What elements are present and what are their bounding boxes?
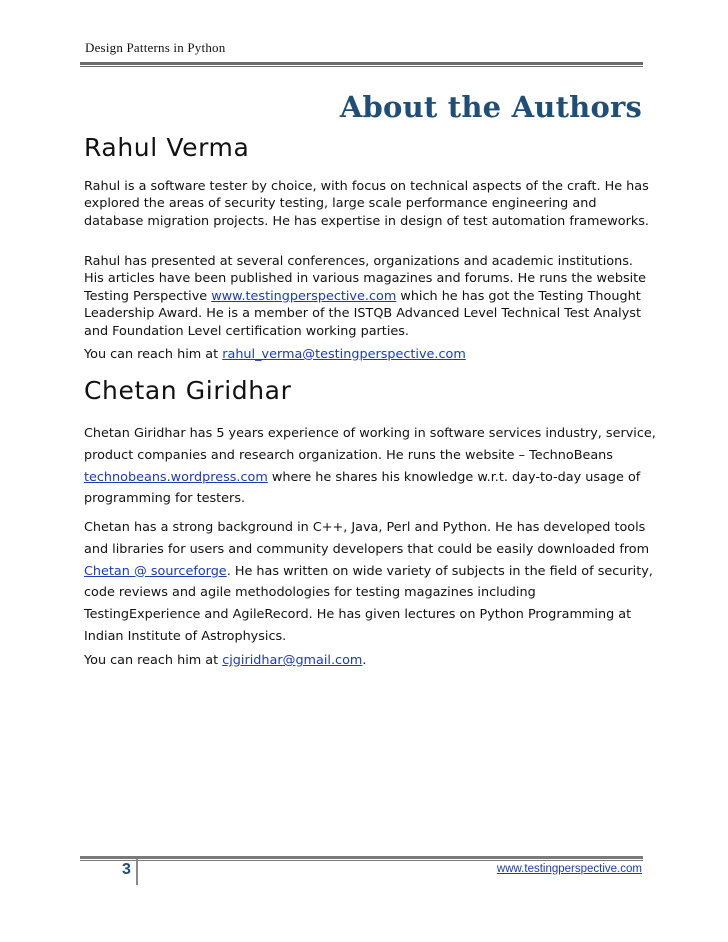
chetan-bio2-text-after-link: . He has written on wide variety of subjects in the field of security, code reviews and agile methodologies for testing magazines including TestingExperience and AgileRecord. He has given lectures on Python Programming at Indian Institute of Astrophysics. xyxy=(84,563,653,644)
technobeans-link[interactable]: technobeans.wordpress.com xyxy=(84,469,268,485)
rahul-email-link[interactable]: rahul_verma@testingperspective.com xyxy=(222,347,466,362)
chapter-title: About the Authors xyxy=(339,90,642,124)
page-number: 3 xyxy=(122,861,131,878)
rahul-contact-prefix: You can reach him at xyxy=(84,347,223,362)
footer-url-link[interactable]: www.testingperspective.com xyxy=(496,863,642,875)
chetan-contact-line xyxy=(84,650,656,672)
chetan-contact-prefix: You can reach him at xyxy=(84,653,223,668)
chetan-contact-suffix: . xyxy=(362,653,367,668)
running-header: Design Patterns in Python xyxy=(85,40,226,55)
chetan-bio-paragraph-1 xyxy=(84,423,656,510)
chetan-bio2-text-before-link: Chetan has a strong background in C++, Java, Perl and Python. He has developed tools and libraries for users and community developers that could be easily downloaded from xyxy=(84,520,650,557)
rahul-bio-paragraph-1: Rahul is a software tester by choice, with focus on technical aspects of the craft. He has explored the areas of security testing, large scale performance engineering and database migration projects. He has expertise in design of test automation frameworks. xyxy=(84,179,649,229)
page-number-divider xyxy=(136,859,138,885)
sourceforge-link[interactable]: Chetan @ sourceforge xyxy=(84,563,227,579)
author-name-chetan: Chetan Giridhar xyxy=(84,376,292,405)
rahul-bio-text-after-link: which he has got the Testing Thought Leadership Award. He is a member of the ISTQB Advanced Level Technical Test Analyst and Foundation Level certification working parties. xyxy=(84,288,641,339)
author-name-rahul: Rahul Verma xyxy=(84,133,250,162)
header-rule xyxy=(80,62,643,67)
chetan-bio-text-before-link: Chetan Giridhar has 5 years experience of working in software services industry, service, product companies and research organization. He runs the website – TechnoBeans xyxy=(84,426,656,463)
chetan-email-link[interactable]: cjgiridhar@gmail.com xyxy=(222,653,363,668)
testingperspective-link[interactable]: www.testingperspective.com xyxy=(211,288,397,304)
rahul-contact-line xyxy=(84,346,656,363)
chetan-bio-paragraph-2 xyxy=(84,517,656,648)
rahul-bio-paragraph-2 xyxy=(84,253,656,340)
rahul-bio-text-before-link: Rahul has presented at several conferences, organizations and academic institutions. His articles have been published in various magazines and forums. He runs the website Testing Perspective xyxy=(84,254,647,304)
chetan-bio-text-after-link: where he shares his knowledge w.r.t. day-to-day usage of programming for testers. xyxy=(84,469,641,507)
footer-rule xyxy=(80,856,643,861)
